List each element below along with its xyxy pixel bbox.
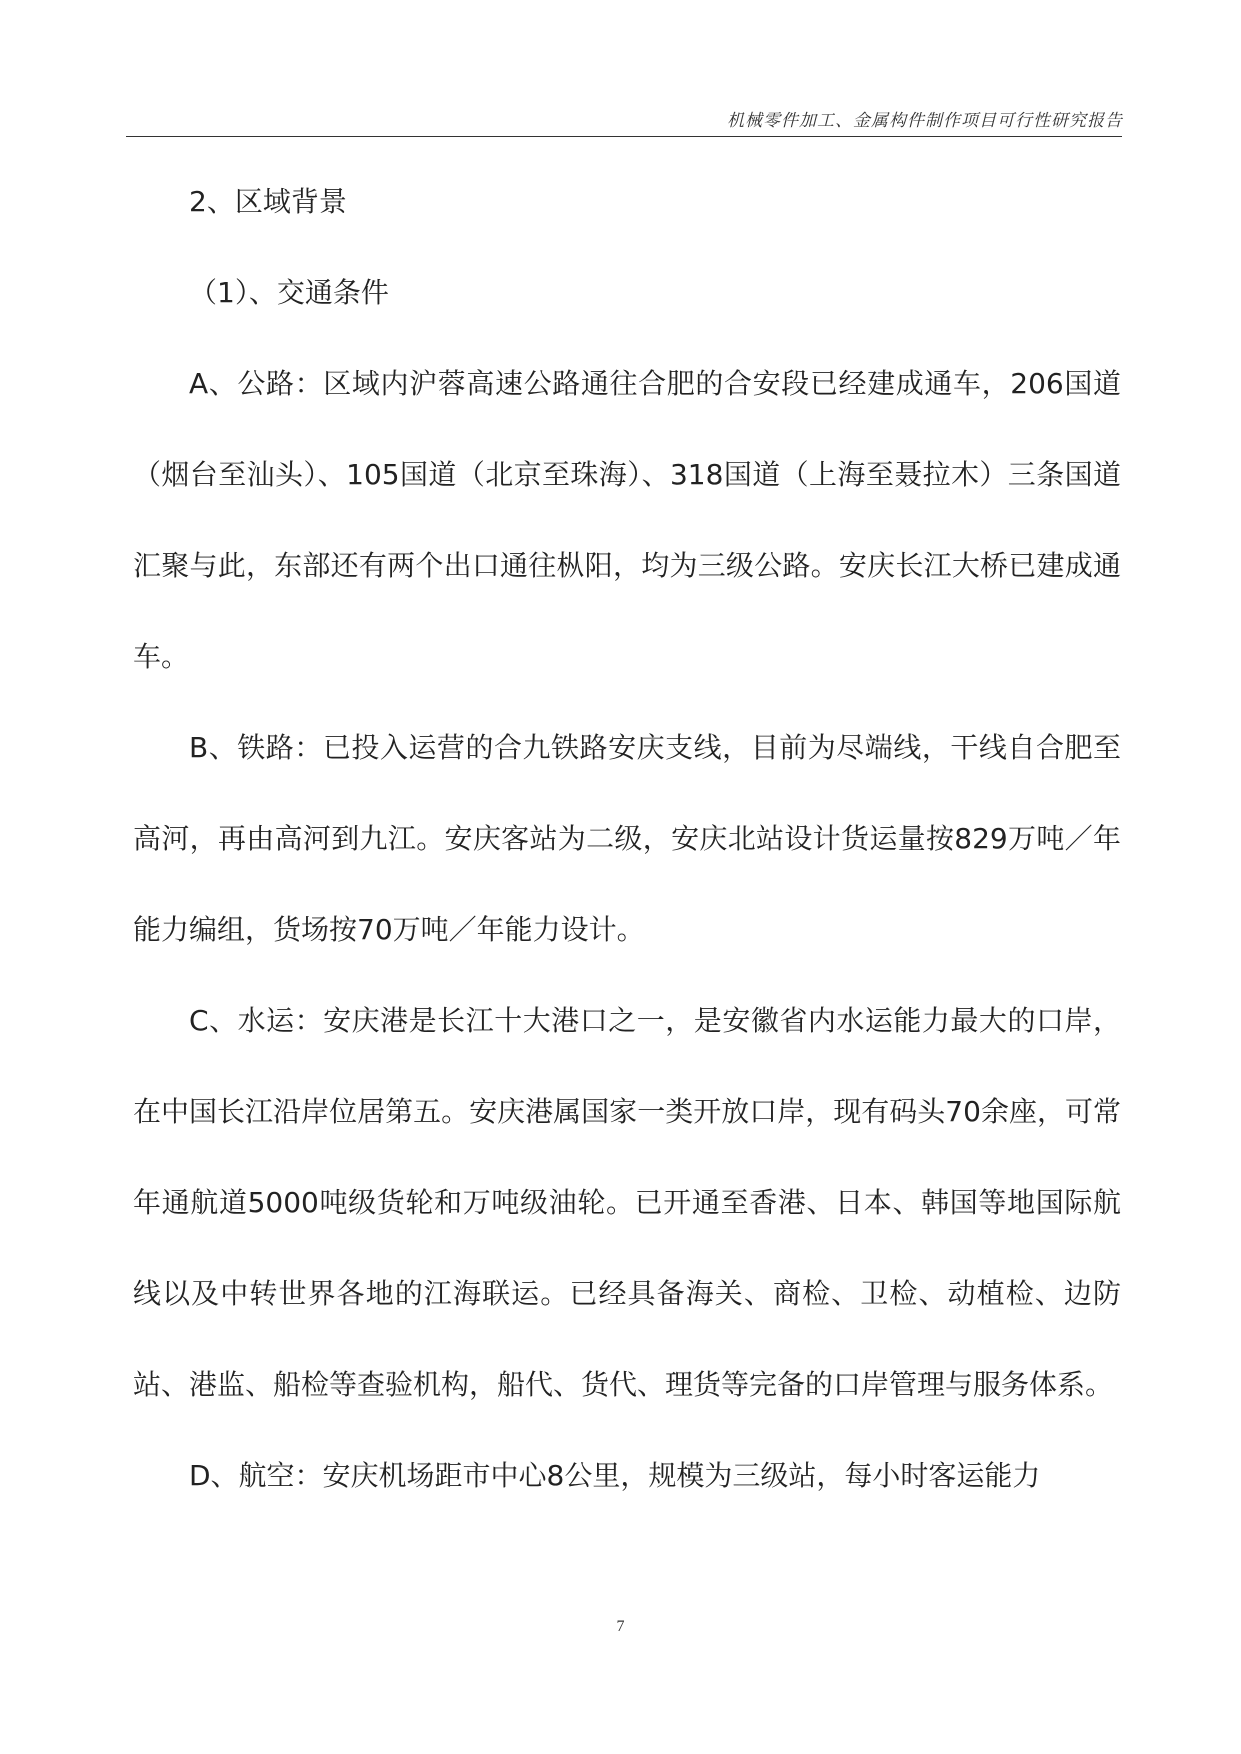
running-header: 机械零件加工、金属构件制作项目可行性研究报告 (727, 111, 1123, 131)
subsection-heading: （1）、交通条件 (189, 276, 389, 309)
body-content (133, 156, 1121, 1521)
paragraph-highway: A、公路：区域内沪蓉高速公路通往合肥的合安段已经建成通车，206国道（烟台至汕头）、105国道（北京至珠海）、318国道（上海至聂拉木）三条国道汇聚与此，东部还有两个出口通往枞阳，均为三级公路。安庆长江大桥已建成通车。 (133, 367, 1121, 673)
paragraph-waterway: C、水运：安庆港是长江十大港口之一，是安徽省内水运能力最大的口岸，在中国长江沿岸位居第五。安庆港属国家一类开放口岸，现有码头70余座，可常年通航道5000吨级货轮和万吨级油轮。已开通至香港、日本、韩国等地国际航线以及中转世界各地的江海联运。已经具备海关、商检、卫检、动植检、边防站、港监、船检等查验机构，船代、货代、理货等完备的口岸管理与服务体系。 (133, 1004, 1121, 1401)
paragraph-aviation: D、航空：安庆机场距市中心8公里，规模为三级站，每小时客运能力 (189, 1459, 1041, 1492)
section-heading: 2、区域背景 (189, 185, 347, 218)
paragraph-railway: B、铁路：已投入运营的合九铁路安庆支线，目前为尽端线，干线自合肥至高河，再由高河到九江。安庆客站为二级，安庆北站设计货运量按829万吨／年能力编组，货场按70万吨／年能力设计。 (133, 731, 1121, 946)
header-divider (126, 136, 1122, 137)
page-number: 7 (616, 1618, 625, 1635)
